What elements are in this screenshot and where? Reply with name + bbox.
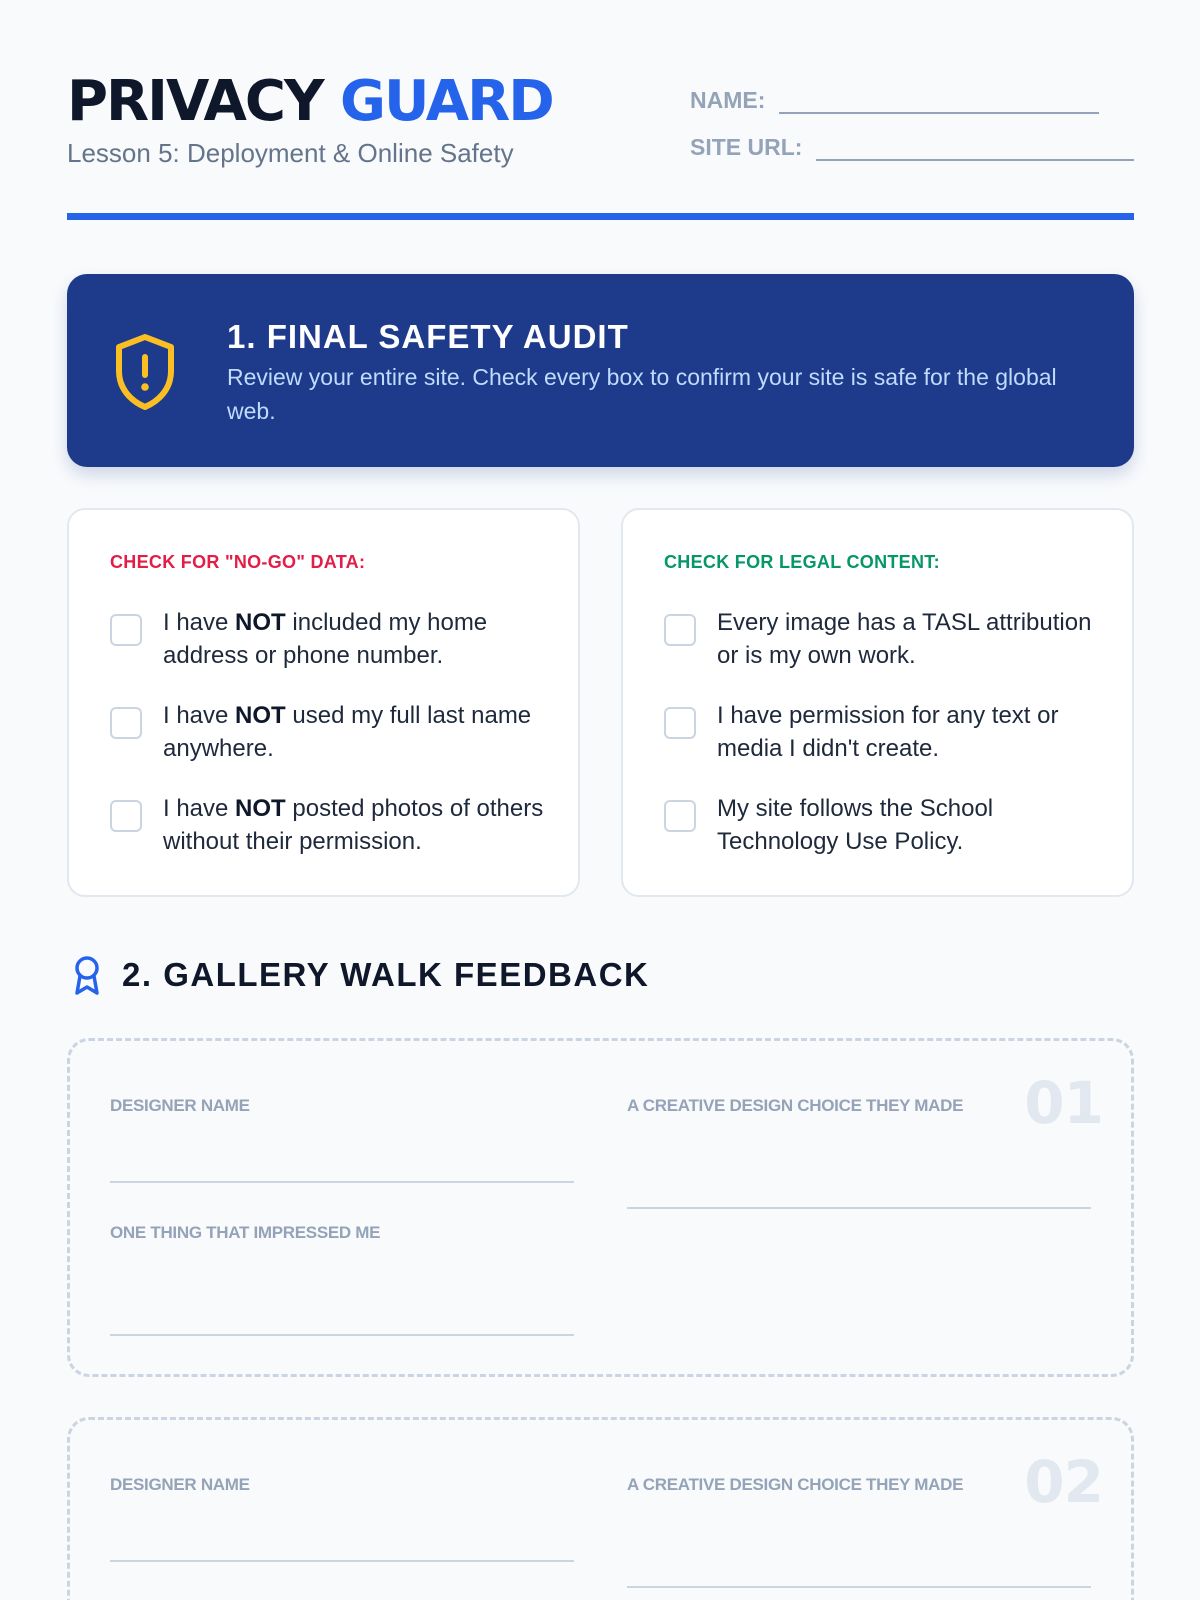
name-input-line[interactable]	[779, 80, 1099, 114]
text-pre: I have	[163, 702, 236, 729]
checkbox[interactable]	[110, 800, 142, 832]
check-item-text: Every image has a TASL attribution or is my own work.	[717, 609, 1092, 669]
gallery-walk-heading	[67, 950, 649, 1000]
name-field-row	[690, 80, 1134, 114]
legal-item	[664, 606, 1104, 672]
check-item-text	[163, 792, 550, 858]
brand-title	[67, 69, 553, 134]
designer-name-line[interactable]	[110, 1181, 574, 1183]
feedback-card-number: 01	[1024, 1069, 1103, 1137]
check-item-text: My site follows the School Technology Use Policy.	[717, 795, 994, 855]
check-item-text	[163, 699, 550, 765]
feedback-card-number: 02	[1024, 1448, 1103, 1516]
text-emphasis: NOT	[235, 702, 286, 729]
legal-item	[664, 699, 1104, 765]
checkbox[interactable]	[110, 707, 142, 739]
impressed-label: ONE THING THAT IMPRESSED ME	[110, 1223, 381, 1242]
award-ribbon-icon	[70, 954, 104, 996]
student-info-fields	[690, 80, 1134, 174]
text-post: posted photos of others without their permission.	[163, 795, 544, 855]
design-choice-line[interactable]	[627, 1586, 1091, 1588]
text-post: included my home address or phone number.	[163, 609, 488, 669]
check-item-text: I have permission for any text or media I didn't create.	[717, 702, 1059, 762]
name-label: NAME:	[690, 87, 766, 113]
shield-alert-icon	[113, 333, 177, 411]
audit-title: 1. FINAL SAFETY AUDIT	[227, 318, 629, 355]
design-choice-label: A CREATIVE DESIGN CHOICE THEY MADE	[627, 1096, 964, 1115]
legal-content-card	[621, 508, 1134, 897]
lesson-subtitle: Lesson 5: Deployment & Online Safety	[67, 138, 514, 168]
site-url-input-line[interactable]	[816, 127, 1134, 161]
designer-name-label: DESIGNER NAME	[110, 1475, 250, 1494]
checkbox[interactable]	[664, 707, 696, 739]
impressed-line[interactable]	[110, 1334, 574, 1336]
design-choice-line[interactable]	[627, 1207, 1091, 1209]
designer-name-label: DESIGNER NAME	[110, 1096, 250, 1115]
text-pre: I have	[163, 609, 236, 636]
no-go-data-card	[67, 508, 580, 897]
worksheet-header	[67, 0, 1134, 222]
site-url-label: SITE URL:	[690, 134, 803, 160]
checkbox[interactable]	[664, 800, 696, 832]
no-go-item	[110, 606, 550, 672]
no-go-item	[110, 699, 550, 765]
checkbox[interactable]	[664, 614, 696, 646]
no-go-heading: CHECK FOR "NO-GO" DATA:	[110, 552, 366, 572]
worksheet-page	[67, 0, 1134, 1516]
gallery-title: 2. GALLERY WALK FEEDBACK	[122, 956, 650, 993]
safety-audit-banner	[67, 274, 1134, 467]
brand-part-guard: GUARD	[340, 69, 553, 134]
legal-heading: CHECK FOR LEGAL CONTENT:	[664, 552, 940, 572]
designer-name-line[interactable]	[110, 1560, 574, 1562]
design-choice-label: A CREATIVE DESIGN CHOICE THEY MADE	[627, 1475, 964, 1494]
audit-description: Review your entire site. Check every box to confirm your site is safe for the global web.	[227, 364, 1057, 424]
check-item-text	[163, 606, 550, 672]
text-emphasis: NOT	[235, 795, 286, 822]
checkbox[interactable]	[110, 614, 142, 646]
legal-item	[664, 792, 1104, 858]
feedback-card	[67, 1417, 1134, 1600]
text-post: used my full last name anywhere.	[163, 702, 532, 762]
feedback-card	[67, 1038, 1134, 1377]
header-divider	[67, 213, 1134, 220]
text-emphasis: NOT	[235, 609, 286, 636]
brand-part-privacy: PRIVACY	[67, 69, 323, 134]
text-pre: I have	[163, 795, 236, 822]
no-go-item	[110, 792, 550, 858]
site-url-field-row	[690, 127, 1134, 161]
